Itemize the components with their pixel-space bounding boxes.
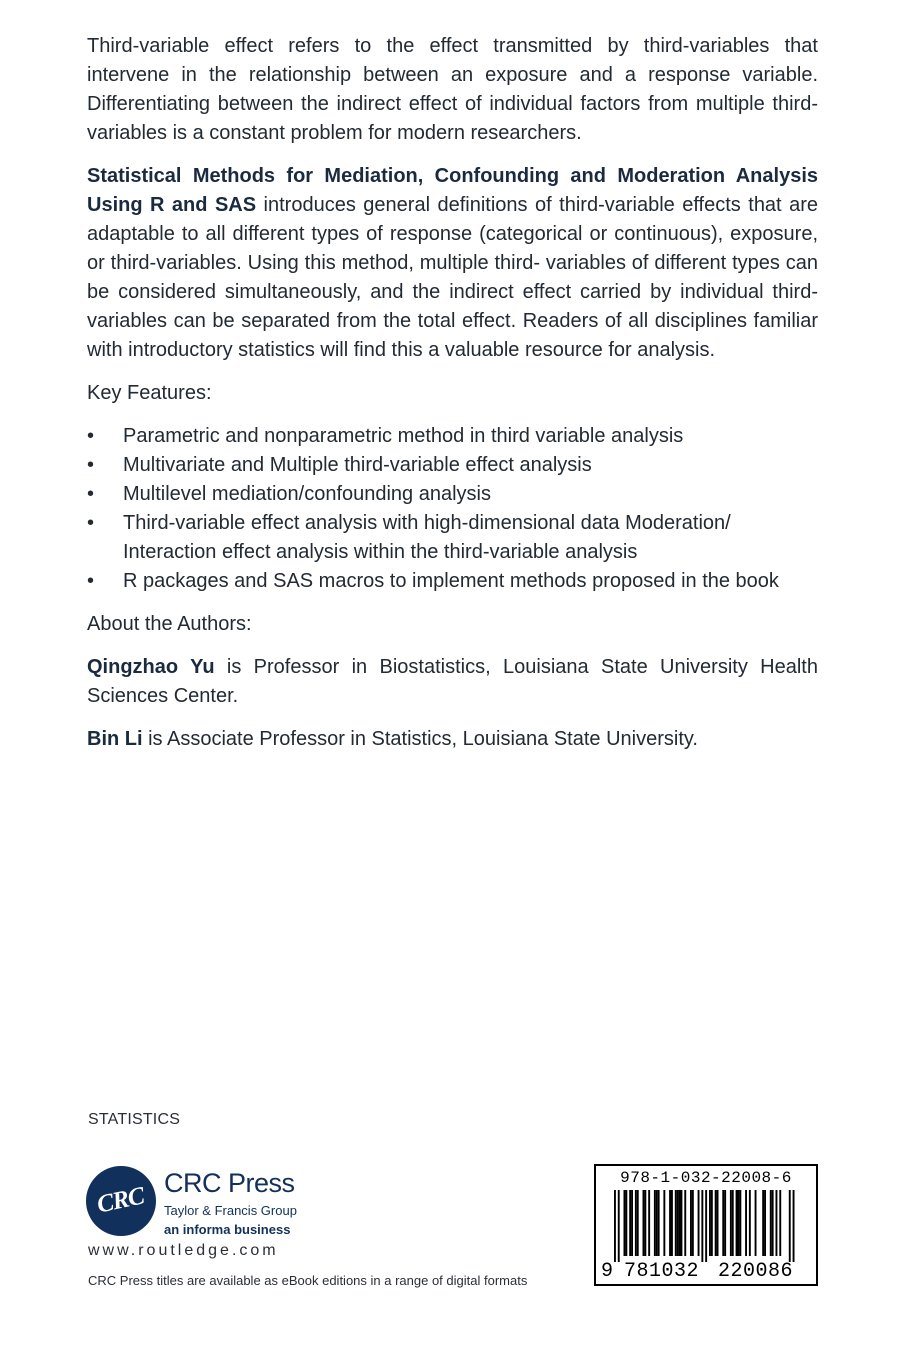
barcode-bar (701, 1190, 703, 1262)
barcode-bar (624, 1190, 626, 1256)
barcode-bar (709, 1190, 711, 1256)
barcode-bar (663, 1190, 665, 1256)
barcode-bar (679, 1190, 681, 1256)
barcode-bar (764, 1190, 766, 1256)
publisher-group: Taylor & Francis Group (164, 1203, 297, 1218)
intro-paragraph: Third-variable effect refers to the effect transmitted by third-variables that intervene in the relationship between an exposure and a response variable. Differentiating between the indirect effect of individual factors from multiple third-variables is a constant problem for modern researchers. (87, 35, 818, 144)
barcode-bar (717, 1190, 719, 1256)
author-bio: Qingzhao Yu is Professor in Biostatistics, Louisiana State University Health Sciences Center. (87, 656, 818, 707)
isbn-barcode (594, 1164, 818, 1286)
barcode-bar (749, 1190, 751, 1256)
author-bio: Bin Li is Associate Professor in Statistics, Louisiana State University. (87, 728, 698, 750)
back-cover-text (87, 32, 818, 768)
list-item: • R packages and SAS macros to implement methods proposed in the book (87, 567, 818, 596)
barcode-bar (648, 1190, 650, 1256)
bullet-icon: • (87, 425, 95, 447)
barcode-bar (715, 1190, 717, 1256)
barcode-bar (793, 1190, 795, 1262)
bullet-icon: • (87, 570, 95, 592)
barcode-bar (637, 1190, 639, 1256)
ean-first-digit: 9 (601, 1260, 614, 1283)
barcode-bar (614, 1190, 616, 1262)
barcode-bar (738, 1190, 740, 1256)
barcode-bar (635, 1190, 637, 1256)
barcode-bar (654, 1190, 656, 1256)
bullet-icon: • (87, 483, 95, 505)
publisher-website: www.routledge.com (88, 1242, 279, 1259)
bullet-icon: • (87, 512, 95, 534)
list-item: • Parametric and nonparametric method in third variable analysis (87, 422, 818, 451)
barcode-bar (762, 1190, 764, 1256)
description-paragraph (87, 162, 818, 365)
publisher-logo (86, 1166, 346, 1246)
barcode-bar (745, 1190, 747, 1256)
barcode-bar (625, 1190, 627, 1256)
list-item: • Multilevel mediation/confounding analysis (87, 480, 818, 509)
barcode-bar (755, 1190, 757, 1256)
barcode-bar (669, 1190, 671, 1256)
barcode-bar (724, 1190, 726, 1256)
barcode-bar (692, 1190, 694, 1256)
authors-heading: About the Authors: (87, 613, 252, 635)
barcode-bar (698, 1190, 700, 1256)
barcode-bar (681, 1190, 683, 1256)
barcode-bar (618, 1190, 620, 1262)
barcode-bar (711, 1190, 713, 1256)
barcode-bar (656, 1190, 658, 1256)
barcode-bar (644, 1190, 646, 1256)
list-item: • Multivariate and Multiple third-variable effect analysis (87, 451, 818, 480)
ebook-note: CRC Press titles are available as eBook editions in a range of digital formats (88, 1273, 528, 1288)
ean-left-group: 781032 (624, 1260, 700, 1283)
features-heading: Key Features: (87, 382, 212, 404)
barcode-bar (675, 1190, 677, 1256)
bullet-icon: • (87, 454, 95, 476)
isbn-number: 978-1-032-22008-6 (620, 1169, 792, 1187)
barcode-bar (776, 1190, 778, 1256)
book-title: Statistical Methods for Mediation, Confounding and Moderation Analysis Using R and SAS (87, 165, 818, 216)
category-label: STATISTICS (88, 1111, 181, 1128)
barcode-bar (671, 1190, 673, 1256)
barcode-bar (722, 1190, 724, 1256)
barcode-bar (736, 1190, 738, 1256)
description-body: introduces general definitions of third-variable effects that are adaptable to all different types of response (categorical or continuous), exposure, or third-variables. Using this method, multiple third- variables of different types can be considered simultaneously, and the indirect effect carried by individual third-variables can be separated from the total effect. Readers of all disciplines familiar with introductory statistics will find this a valuable resource for analysis. (87, 194, 818, 361)
crc-logo-icon: CRC (86, 1166, 156, 1236)
barcode-bar (690, 1190, 692, 1256)
barcode-bar (705, 1190, 707, 1262)
barcode-bar (732, 1190, 734, 1256)
barcode-bar (770, 1190, 772, 1256)
author-name: Bin Li (87, 728, 143, 750)
publisher-name: CRC Press (164, 1168, 295, 1198)
features-list (87, 422, 818, 596)
barcode-bar (631, 1190, 633, 1256)
barcode-bar (677, 1190, 679, 1256)
barcode-bar (684, 1190, 686, 1256)
barcode-bar (730, 1190, 732, 1256)
ean-right-group: 220086 (718, 1260, 794, 1283)
barcode-bar (789, 1190, 791, 1262)
barcode-bar (739, 1190, 741, 1256)
author-name: Qingzhao Yu (87, 656, 215, 678)
list-item: • Third-variable effect analysis with high-dimensional data Moderation/ Interaction effect analysis within the third-variable analysis (87, 509, 818, 567)
publisher-business: an informa business (164, 1222, 291, 1237)
barcode-bar (772, 1190, 774, 1256)
barcode-bar (779, 1190, 781, 1256)
barcode-bar (643, 1190, 645, 1256)
barcode-bar (658, 1190, 660, 1256)
barcode-bar (629, 1190, 631, 1256)
